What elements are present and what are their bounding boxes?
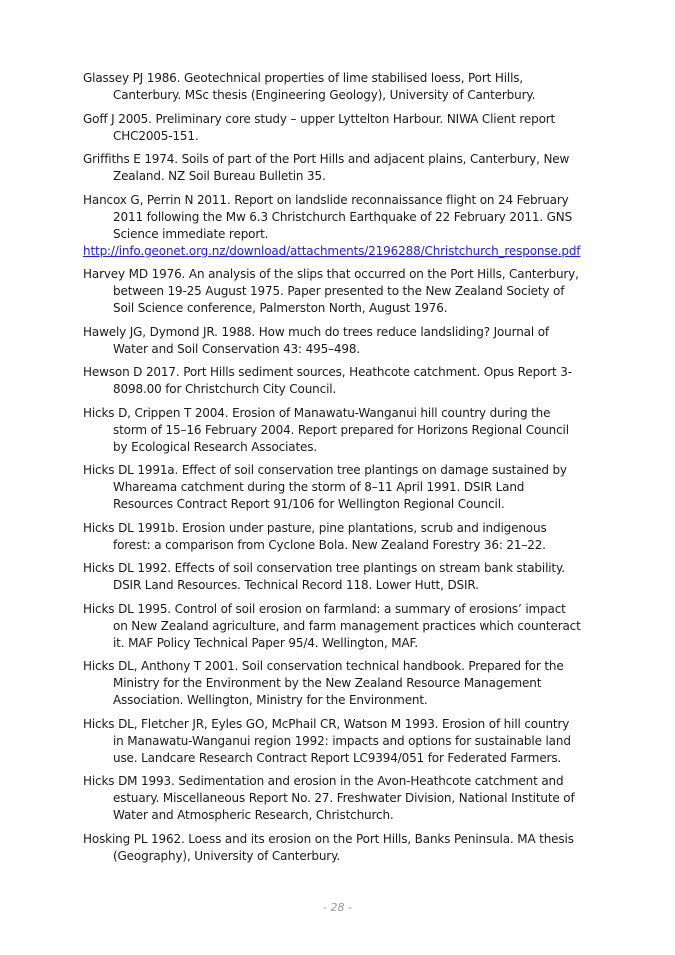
reference-text: Hicks DL, Anthony T 2001. Soil conservation technical handbook. Prepared for the Ministry for the Environment by the New Zealand Resource Management Association. Wellington, Ministry for the Environment. xyxy=(83,659,564,707)
reference-text: Hicks DL 1991a. Effect of soil conservation tree plantings on damage sustained by Whareama catchment during the storm of 8–11 April 1991. DSIR Land Resources Contract Report 91/106 for Wellington Regional Council. xyxy=(83,463,567,511)
reference-text: Hancox G, Perrin N 2011. Report on landslide reconnaissance flight on 24 February 2011 following the Mw 6.3 Christchurch Earthquake of 22 February 2011. GNS Science immediate report. xyxy=(83,192,573,241)
reference-entry xyxy=(83,831,583,865)
reference-text: Hosking PL 1962. Loess and its erosion on the Port Hills, Banks Peninsula. MA thesis (Geography), University of Canterbury. xyxy=(83,831,574,863)
reference-text: Hicks DM 1993. Sedimentation and erosion in the Avon-Heathcote catchment and estuary. Miscellaneous Report No. 27. Freshwater Division, National Institute of Water and Atmospheric Research, Christchurch. xyxy=(83,774,575,822)
reference-text: Hewson D 2017. Port Hills sediment sources, Heathcote catchment. Opus Report 3-8098.00 for Christchurch City Council. xyxy=(83,365,572,396)
page-number: - 28 - xyxy=(323,901,352,914)
reference-text: Hicks DL 1995. Control of soil erosion on farmland: a summary of erosions’ impact on New Zealand agriculture, and farm management practices which counteract it. MAF Policy Technical Paper 95/4. Wellington, MAF. xyxy=(83,601,581,650)
reference-entry xyxy=(83,560,583,594)
reference-entry xyxy=(83,520,583,554)
reference-entry xyxy=(83,324,583,358)
reference-entry xyxy=(83,462,583,513)
reference-entry xyxy=(83,151,583,185)
reference-text: Griffiths E 1974. Soils of part of the Port Hills and adjacent plains, Canterbury, New Zealand. NZ Soil Bureau Bulletin 35. xyxy=(83,152,570,183)
reference-entry xyxy=(83,658,583,709)
reference-entry xyxy=(83,601,583,652)
reference-entry xyxy=(83,773,583,824)
reference-entry xyxy=(83,364,583,398)
reference-text: Hawely JG, Dymond JR. 1988. How much do trees reduce landsliding? Journal of Water and Soil Conservation 43: 495–498. xyxy=(83,324,549,356)
reference-entry xyxy=(83,111,583,145)
reference-text: Hicks DL 1991b. Erosion under pasture, pine plantations, scrub and indigenous forest: a comparison from Cyclone Bola. New Zealand Forestry 36: 21–22. xyxy=(83,520,547,552)
reference-link[interactable]: http://info.geonet.org.nz/download/attachments/2196288/Christchurch_response.pdf xyxy=(83,243,581,258)
reference-text: Hicks DL, Fletcher JR, Eyles GO, McPhail CR, Watson M 1993. Erosion of hill country in Manawatu-Wanganui region 1992: impacts and options for sustainable land use. Landcare Research Contract Report LC9394/051 for Federated Farmers. xyxy=(83,716,571,765)
reference-text: Glassey PJ 1986. Geotechnical properties of lime stabilised loess, Port Hills, Canterbury. MSc thesis (Engineering Geology), University of Canterbury. xyxy=(83,71,536,102)
reference-entry xyxy=(83,266,583,317)
reference-entry xyxy=(83,405,583,456)
reference-text: Harvey MD 1976. An analysis of the slips that occurred on the Port Hills, Canterbury, between 19-25 August 1975. Paper presented to the New Zealand Society of Soil Science conference, Palmerston North, August 1976. xyxy=(83,267,579,315)
reference-entry xyxy=(83,70,583,104)
reference-entry xyxy=(83,716,583,767)
reference-text: Hicks D, Crippen T 2004. Erosion of Manawatu-Wanganui hill country during the storm of 15–16 February 2004. Report prepared for Horizons Regional Council by Ecological Research Associates. xyxy=(83,405,569,454)
reference-text: Goff J 2005. Preliminary core study – upper Lyttelton Harbour. NIWA Client report CHC2005-151. xyxy=(83,111,556,143)
reference-entry xyxy=(83,192,583,260)
reference-text: Hicks DL 1992. Effects of soil conservation tree plantings on stream bank stability. DSIR Land Resources. Technical Record 118. Lower Hutt, DSIR. xyxy=(83,561,565,592)
reference-list xyxy=(83,70,583,871)
